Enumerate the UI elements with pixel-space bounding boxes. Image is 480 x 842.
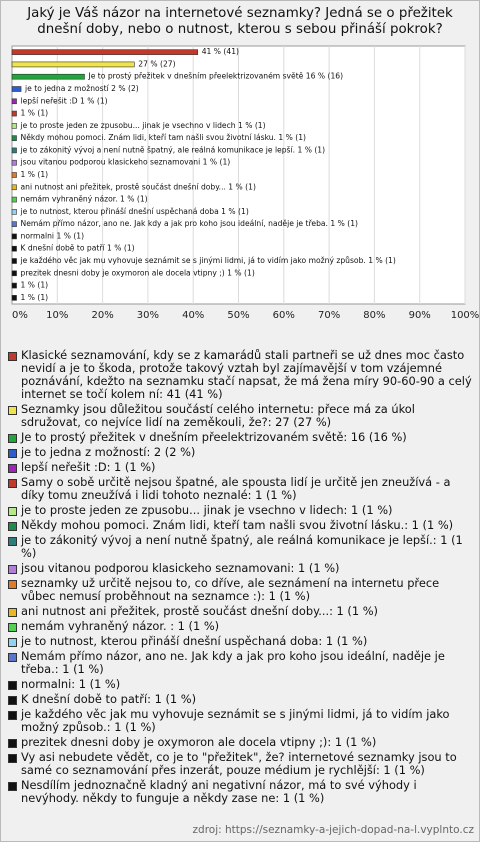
legend-item	[8, 605, 476, 618]
legend-item	[8, 779, 476, 805]
legend-item	[8, 708, 476, 734]
bar	[12, 259, 17, 264]
bar-value-label: jsou vitanou podporou klasickeho seznamovani 1 % (1)	[20, 157, 231, 167]
legend-label: je to zákonitý vývoj a není nutně špatný, ale reálná komunikace je lepší.: 1 (1 %)	[21, 533, 463, 560]
legend-swatch	[8, 580, 17, 589]
bar-value-label: 41 % (41)	[201, 47, 240, 57]
x-tick-label: 0%	[12, 310, 28, 321]
x-tick-label: 30%	[136, 310, 160, 321]
bar-value-label: je to zákonitý vývoj a není nutně špatný, ale reálná komunikace je lepší. 1 % (1)	[20, 145, 326, 155]
legend-item	[8, 562, 476, 575]
bar	[12, 87, 21, 92]
legend-item	[8, 693, 476, 706]
legend-label: ani nutnost ani přežitek, prostě součást dnešní doby...: 1 (1 %)	[21, 604, 378, 618]
legend-label: je to nutnost, kterou přináší dnešní uspěchaná doba: 1 (1 %)	[21, 634, 368, 648]
bar	[12, 136, 17, 141]
legend-item	[8, 431, 476, 444]
legend-swatch	[8, 565, 17, 574]
legend-item	[8, 519, 476, 532]
legend-swatch	[8, 507, 17, 516]
bar-value-label: lepší neřešit :D 1 % (1)	[20, 96, 108, 106]
x-tick-label: 70%	[317, 310, 341, 321]
legend-label: nemám vyhraněný názor. : 1 (1 %)	[21, 619, 220, 633]
legend-item	[8, 678, 476, 691]
legend-label: Samy o sobě určitě nejsou špatné, ale spousta lidí je určitě jen zneužívá - a díky tomu zneužívá i lidi tohoto neznalé: 1 (1 %)	[21, 475, 451, 502]
legend-item	[8, 461, 476, 474]
bar	[12, 50, 198, 55]
legend-label: Nesdílím jednoznačně kladný ani negativní názor, má to své výhody i nevýhody. někdy to funguje a někdy zase ne: 1 (1 %)	[21, 778, 417, 805]
bar-value-label: 1 % (1)	[20, 170, 49, 179]
legend-swatch	[8, 623, 17, 632]
legend-item	[8, 751, 476, 777]
bar	[12, 173, 17, 178]
legend-item	[8, 650, 476, 676]
bar-chart	[0, 0, 480, 345]
bar	[12, 209, 17, 214]
bar-value-label: nemám vyhraněný názor. 1 % (1)	[20, 194, 148, 204]
bar	[12, 123, 17, 128]
source-note: zdroj: https://seznamky-a-jejich-dopad-na-l.vyplnto.cz	[192, 824, 474, 836]
legend-swatch	[8, 522, 17, 531]
x-tick-label: 40%	[182, 310, 205, 321]
legend-label: seznamky už určitě nejsou to, co dříve, ale seznámení na internetu přece vůbec nemusí proběhnout na seznamce :): 1 (1 %)	[21, 576, 440, 603]
legend-swatch	[8, 696, 17, 705]
bar	[12, 74, 84, 79]
legend-label: Je to prostý přežitek v dnešním přeelektrizovaném světě: 16 (16 %)	[21, 430, 407, 444]
legend-swatch	[8, 479, 17, 488]
bar-value-label: je každého věc jak mu vyhovuje seznámit se s jinými lidmi, já to vidím jako možný způsob. 1 % (1)	[20, 256, 396, 265]
legend-item	[8, 403, 476, 429]
legend-label: Nemám přímo názor, ano ne. Jak kdy a jak pro koho jsou ideální, naděje je třeba.: 1 (1 %)	[21, 649, 445, 676]
legend-swatch	[8, 434, 17, 443]
x-tick-label: 50%	[227, 310, 250, 321]
bar-value-label: Někdy mohou pomoci. Znám lidi, kteří tam našli svou životní lásku. 1 % (1)	[20, 133, 307, 143]
legend-label: Klasické seznamování, kdy se z kamarádů stali partneři se už dnes moc často nevidí a je to škoda, protože takový vztah byl zajímavější v tom vzájemné poznávání, kdežto na seznamku stačí napsat, že má žena míry 90-60-90 a celý internet se točí kolem ní: 41 (41 %)	[21, 348, 472, 401]
bar	[12, 160, 17, 165]
bar	[12, 234, 17, 239]
bar-value-label: normalni 1 % (1)	[20, 231, 85, 241]
legend-item	[8, 504, 476, 517]
legend-swatch	[8, 537, 17, 546]
x-tick-label: 80%	[363, 310, 386, 321]
bar	[12, 99, 17, 104]
legend-swatch	[8, 449, 17, 458]
bar	[12, 271, 17, 276]
legend-swatch	[8, 681, 17, 690]
bar-value-label: Je to prostý přežitek v dnešním přeelektrizovaném světě 16 % (16)	[88, 71, 344, 81]
x-tick-label: 90%	[408, 310, 431, 321]
legend-label: je to jedna z možností: 2 (2 %)	[21, 445, 196, 459]
legend-label: Vy asi nebudete vědět, co je to "přežitek", že? internetové seznamky jsou to samé co seznamování přes inzerát, pouze médium je rychlější: 1 (1 %)	[21, 750, 457, 777]
bar-value-label: Nemám přímo názor, ano ne. Jak kdy a jak pro koho jsou ideální, naděje je třeba. 1 % (1)	[20, 219, 359, 229]
bar	[12, 222, 17, 227]
bar	[12, 197, 17, 202]
legend-label: prezitek dnesni doby je oxymoron ale docela vtipny ;): 1 (1 %)	[21, 735, 377, 749]
bar-value-label: 1 % (1)	[20, 280, 49, 290]
legend-item	[8, 736, 476, 749]
legend-item	[8, 349, 476, 401]
legend-label: normalni: 1 (1 %)	[21, 677, 121, 691]
x-tick-label: 10%	[46, 310, 69, 321]
legend-swatch	[8, 782, 17, 791]
legend-swatch	[8, 711, 17, 720]
bar	[12, 62, 134, 67]
legend-item	[8, 620, 476, 633]
bar	[12, 185, 17, 190]
bar-value-label: prezitek dnesni doby je oxymoron ale docela vtipny ;) 1 % (1)	[20, 268, 255, 278]
legend-item	[8, 446, 476, 459]
x-tick-label: 60%	[272, 310, 295, 321]
bar	[12, 148, 17, 153]
legend-swatch	[8, 464, 17, 473]
chart-title: Jaký je Váš názor na internetové seznamky? Jedná se o přežitek dnešní doby, nebo o nutnost, kterou s sebou přináší pokrok?	[27, 6, 453, 37]
bar	[12, 246, 17, 251]
bar-value-label: je to proste jeden ze zpusobu... jinak je vsechno v lidech 1 % (1)	[20, 120, 266, 130]
legend-label: K dnešní době to patří: 1 (1 %)	[21, 692, 197, 706]
legend-item	[8, 476, 476, 502]
legend-swatch	[8, 653, 17, 662]
legend-item	[8, 635, 476, 648]
legend-swatch	[8, 754, 17, 763]
bar-value-label: 1 % (1)	[20, 108, 49, 118]
bar-value-label: K dnešní době to patří 1 % (1)	[20, 243, 135, 253]
legend	[8, 349, 476, 807]
legend-label: je každého věc jak mu vyhovuje seznámit se s jinými lidmi, já to vidím jako možný způsob.: 1 (1 %)	[21, 707, 450, 734]
legend-label: jsou vitanou podporou klasickeho seznamovani: 1 (1 %)	[21, 561, 340, 575]
bar	[12, 295, 17, 300]
legend-item	[8, 534, 476, 560]
bar-value-label: 27 % (27)	[138, 59, 176, 69]
legend-label: je to proste jeden ze zpusobu... jinak je vsechno v lidech: 1 (1 %)	[21, 503, 393, 517]
legend-label: Někdy mohou pomoci. Znám lidi, kteří tam našli svou životní lásku.: 1 (1 %)	[21, 518, 454, 532]
bar-value-label: je to nutnost, kterou přináší dnešní uspěchaná doba 1 % (1)	[20, 206, 249, 216]
x-tick-label: 20%	[91, 310, 114, 321]
bar-value-label: ani nutnost ani přežitek, prostě součást dnešní doby... 1 % (1)	[20, 182, 256, 192]
legend-label: Seznamky jsou důležitou součástí celého internetu: přece má za úkol sdružovat, co nejvíce lidí na zeměkouli, že?: 27 (27 %)	[21, 402, 415, 429]
bar	[12, 111, 17, 116]
bar	[12, 283, 17, 288]
legend-swatch	[8, 739, 17, 748]
legend-label: lepší neřešit :D: 1 (1 %)	[21, 460, 156, 474]
legend-swatch	[8, 352, 17, 361]
legend-swatch	[8, 638, 17, 647]
bar-value-label: 1 % (1)	[20, 292, 49, 302]
bar-value-label: je to jedna z možností 2 % (2)	[25, 84, 139, 93]
legend-swatch	[8, 406, 17, 415]
legend-swatch	[8, 608, 17, 617]
x-tick-label: 100%	[450, 310, 480, 321]
legend-item	[8, 577, 476, 603]
